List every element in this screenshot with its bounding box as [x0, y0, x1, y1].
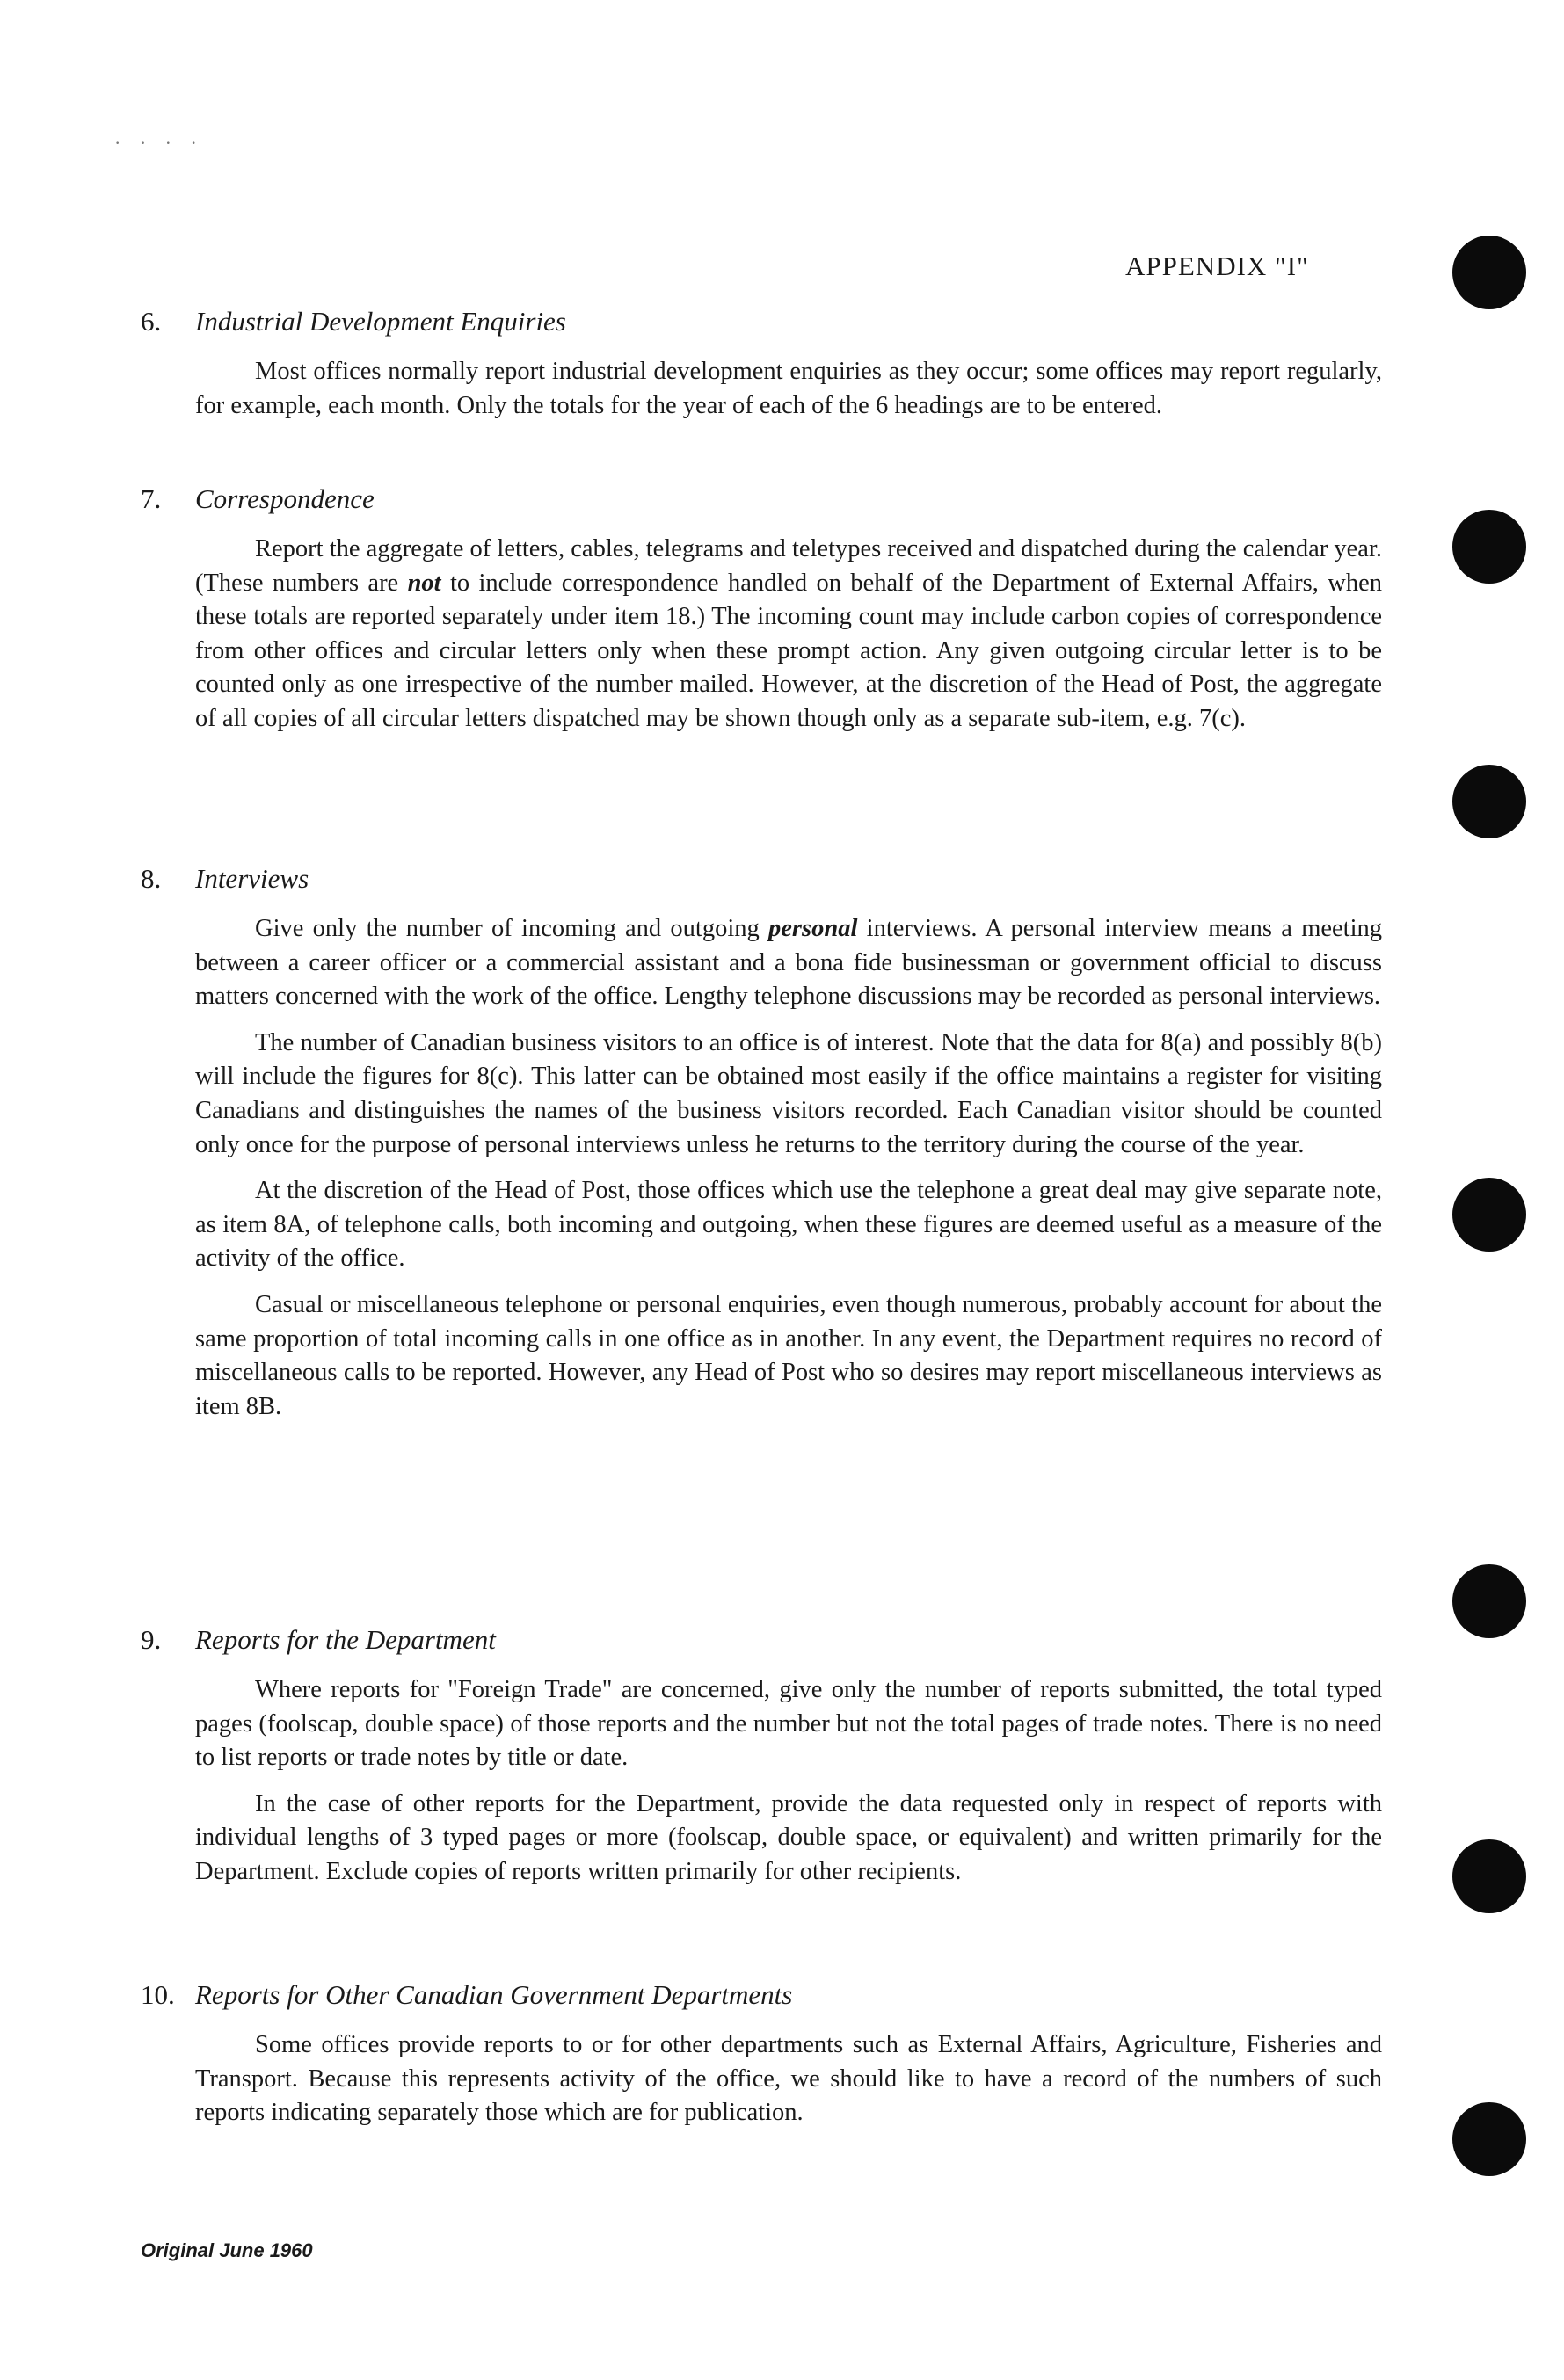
punch-hole	[1452, 1564, 1526, 1638]
paragraph: Casual or miscellaneous telephone or personal enquiries, even though numerous, probably account for about the same proportion of total incoming calls in one office as in another. In any event, the Department requires no record of miscellaneous calls to be reported. However, any Head of Post who so desires may report miscellaneous interviews as item 8B.	[195, 1290, 1382, 1420]
punch-hole	[1452, 2102, 1526, 2176]
punch-hole	[1452, 1178, 1526, 1252]
paragraph: The number of Canadian business visitors to an office is of interest. Note that the data for 8(a) and possibly 8(b) will include the figures for 8(c). This latter can be obtained most easily if the office maintains a register for visiting Canadians and distinguishes the names of the business visitors recorded. Each Canadian visitor should be counted only once for the purpose of personal interviews unless he returns to the territory during the course of the year.	[195, 1028, 1382, 1158]
emphasis: personal	[768, 915, 858, 942]
scan-specks: · · · ·	[114, 132, 204, 154]
section-number: 9.	[141, 1624, 162, 1655]
paragraph: In the case of other reports for the Department, provide the data requested only in respect of reports with individual lengths of 3 typed pages or more (foolscap, double space, or equivalent) and written primarily for the Department. Exclude copies of reports written primarily for other recipients.	[195, 1789, 1382, 1885]
section-number: 7.	[141, 483, 162, 514]
punch-hole	[1452, 1839, 1526, 1913]
paragraph: Report the aggregate of letters, cables, telegrams and teletypes received and dispatched during the calendar year. (These numbers are not to include correspondence handled on behalf of the Department of External Affairs, when these totals are reported separately under item 18.) The incoming count may include carbon copies of correspondence from other offices and circular letters only when these prompt action. Any given outgoing circular letter is to be counted only as one irrespective of the number mailed. However, at the discretion of the Head of Post, the aggregate of all copies of all circular letters dispatched may be shown though only as a separate sub-item, e.g. 7(c).	[195, 535, 1382, 732]
section-number: 6.	[141, 306, 162, 337]
section-heading	[141, 483, 1389, 520]
section-heading	[141, 1979, 1389, 2016]
section-number: 10.	[141, 1979, 175, 2010]
punch-hole	[1452, 765, 1526, 838]
section-title: Industrial Development Enquiries	[195, 306, 566, 337]
section-title: Reports for Other Canadian Government Departments	[195, 1979, 793, 2010]
punch-hole	[1452, 236, 1526, 309]
paragraph: At the discretion of the Head of Post, those offices which use the telephone a great deal may give separate note, as item 8A, of telephone calls, both incoming and outgoing, when these figures are deemed useful as a measure of the activity of the office.	[195, 1177, 1382, 1273]
section-heading	[141, 1624, 1389, 1661]
footer-note: Original June 1960	[141, 2239, 313, 2261]
section-title: Reports for the Department	[195, 1624, 496, 1655]
section-9	[141, 1624, 1389, 1890]
section-title: Correspondence	[195, 483, 375, 514]
section-heading	[141, 306, 1389, 343]
section-number: 8.	[141, 863, 162, 894]
section-7	[141, 483, 1389, 736]
paragraph: Give only the number of incoming and outgoing personal interviews. A personal interview means a meeting between a career officer or a commercial assistant and a bona fide businessman or government official to discuss matters concerned with the work of the office. Lengthy telephone discussions may be recorded as personal interviews.	[195, 915, 1383, 1011]
section-6	[141, 306, 1389, 423]
section-heading	[141, 863, 1389, 900]
paragraph: Most offices normally report industrial development enquiries as they occur; some offices may report regularly, for example, each month. Only the totals for the year of each of the 6 headings are to be entered.	[195, 358, 1382, 419]
section-title: Interviews	[195, 863, 309, 894]
emphasis: not	[407, 569, 441, 597]
paragraph: Where reports for "Foreign Trade" are concerned, give only the number of reports submitted, the total typed pages (foolscap, double space) of those reports and the number but not the total pages of trade notes. There is no need to list reports or trade notes by title or date.	[195, 1676, 1382, 1772]
section-10	[141, 1979, 1389, 2130]
appendix-label: APPENDIX "I"	[1125, 250, 1309, 281]
section-8	[141, 863, 1389, 1424]
punch-hole	[1452, 510, 1526, 584]
paragraph: Some offices provide reports to or for other departments such as External Affairs, Agriculture, Fisheries and Transport. Because this represents activity of the office, we should like to have a record of the numbers of such reports indicating separately those which are for publication.	[195, 2031, 1382, 2127]
